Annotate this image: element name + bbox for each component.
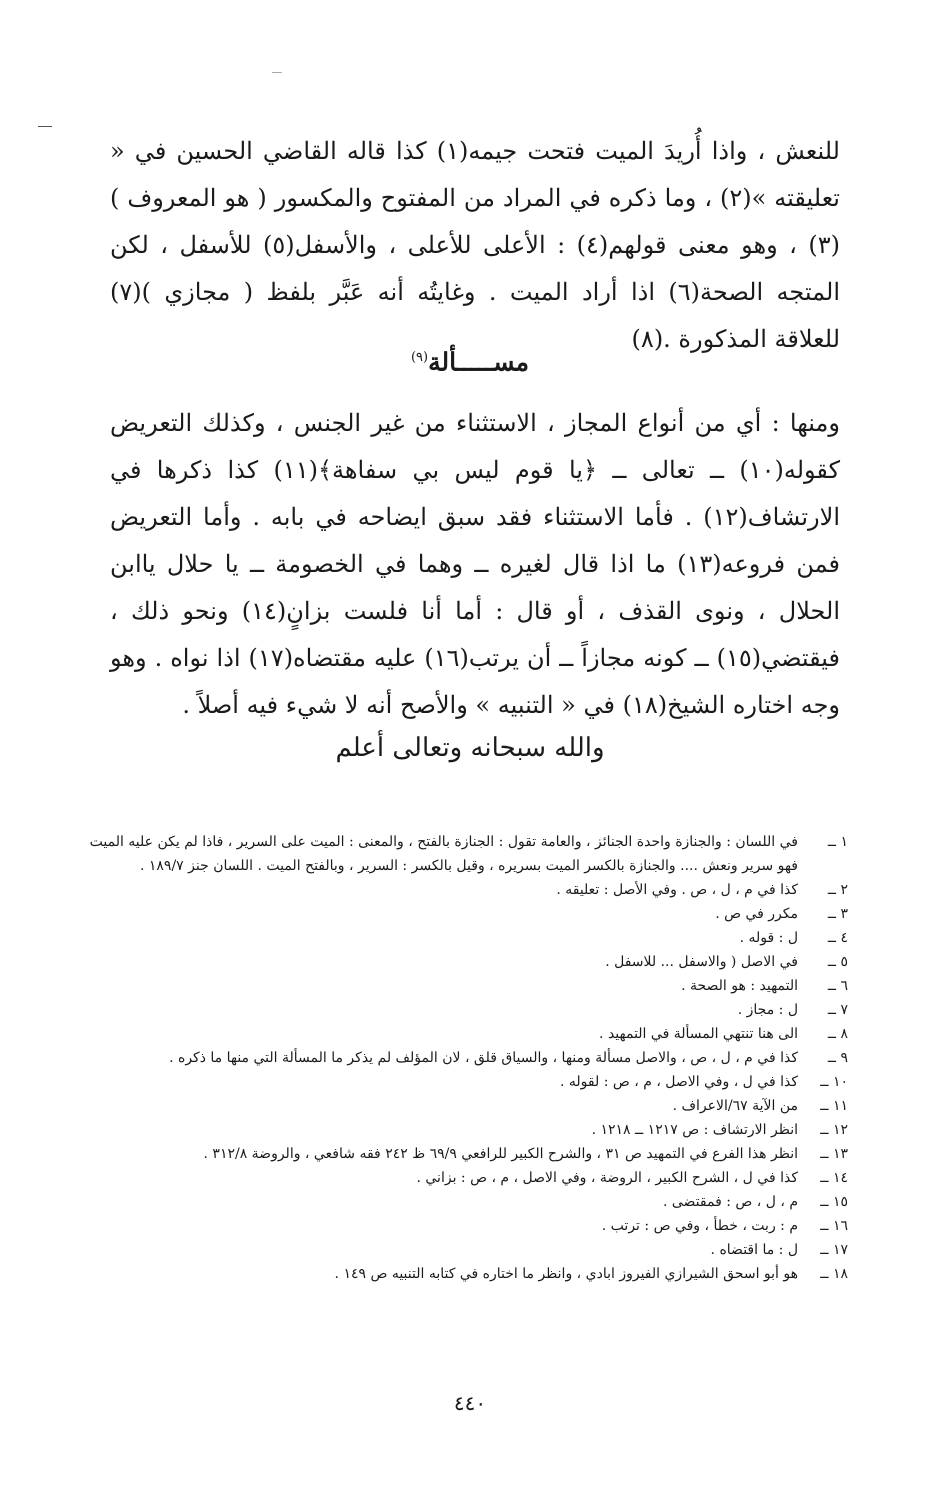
paragraph-1 (110, 128, 840, 363)
paragraph-2-text: ومنها : أي من أنواع المجاز ، الاستثناء من غير الجنس ، وكذلك التعريض كقوله(١٠) ــ تعالى ــ ﴿يا قوم ليس بي سفاهة﴾(١١) كذا ذكرها في الارتشاف(١٢) . فأما الاستثناء فقد سبق ايضاحه في بابه . وأما التعريض فمن فروعه(١٣) ما اذا قال لغيره ــ وهما في الخصومة ــ يا حلال ياابن الحلال ، ونوى القذف ، أو قال : أما أنا فلست بزانٍ(١٤) ونحو ذلك ، فيقتضي(١٥) ــ كونه مجازاً ــ أن يرتب(١٦) عليه مقتضاه(١٧) اذا نواه . وهو وجه اختاره الشيخ(١٨) في « التنبيه » والأصح أنه لا شيء فيه أصلاً . (110, 409, 841, 719)
paragraph-1-text: للنعش ، واذا أُريدَ الميت فتحت جيمه(١) كذا قاله القاضي الحسين في « تعليقته »(٢) ، وما ذكره في المراد من المفتوح والمكسور ( هو المعروف )(٣) ، وهو معنى قولهم(٤) : الأعلى للأعلى ، والأسفل(٥) للأسفل ، لكن المتجه الصحة(٦) اذا أراد الميت . وغايتُه أنه عَبَّر بلفظ ( مجازي )(٧) للعلاقة المذكورة .(٨) (110, 137, 841, 353)
footnote-number: ١٣ ــ (820, 1146, 848, 1162)
footnote-text: كذا في ل ، الشرح الكبير ، الروضة ، وفي الاصل ، م ، ص : بزاني . (416, 1170, 798, 1186)
footnote-number: ١٠ ــ (820, 1074, 848, 1090)
footnote (70, 926, 848, 950)
footnote-text: كذا في ل ، وفي الاصل ، م ، ص : لقوله . (560, 1074, 798, 1090)
footnote-number: ٧ ــ (827, 1002, 848, 1018)
footnote (70, 1070, 848, 1094)
footnote (70, 974, 848, 998)
footnote-number: ٥ ــ (827, 954, 848, 970)
footnote (70, 998, 848, 1022)
heading-title: مســـــألة (428, 347, 530, 377)
scan-mark (38, 126, 52, 127)
footnote-number: ١٨ ــ (820, 1266, 848, 1282)
footnote-text: انظر الارتشاف : ص ١٢١٧ ــ ١٢١٨ . (591, 1122, 798, 1138)
footnote (70, 1118, 848, 1142)
footnote-text: التمهيد : هو الصحة . (681, 978, 798, 994)
scan-mark (272, 72, 282, 73)
footnote (70, 1142, 848, 1166)
heading-note-ref: (٩) (410, 350, 429, 365)
footnote-number: ٢ ــ (827, 882, 848, 898)
footnote-number: ٣ ــ (827, 906, 848, 922)
footnotes-list (70, 830, 848, 1286)
footnote (70, 1238, 848, 1262)
paragraph-2 (110, 400, 840, 729)
footnote-text: كذا في م ، ل ، ص ، والاصل مسألة ومنها ، والسياق قلق ، لان المؤلف لم يذكر ما المسألة التي منها ما ذكره . (169, 1050, 798, 1066)
footnote-text: هو أبو اسحق الشيرازي الفيروز ابادي ، وانظر ما اختاره في كتابه التنبيه ص ١٤٩ . (334, 1266, 798, 1282)
footnote (70, 878, 848, 902)
footnote-text: م : ربت ، خطأ ، وفي ص : ترتب . (601, 1218, 798, 1234)
footnote-text: كذا في م ، ل ، ص . وفي الأصل : تعليقه . (556, 882, 798, 898)
footnote-number: ٦ ــ (827, 978, 848, 994)
footnote (70, 1046, 848, 1070)
footnote (70, 1166, 848, 1190)
footnote (70, 1022, 848, 1046)
footnote-text: ل : مجاز . (737, 1002, 798, 1018)
page-number: ٤٤٠ (453, 1391, 487, 1415)
footnote-number: ٨ ــ (827, 1026, 848, 1042)
footnote-text: مكرر في ص . (715, 906, 798, 922)
footnote-text: م ، ل ، ص : فمقتضى . (662, 1194, 798, 1210)
footnote (70, 1094, 848, 1118)
footnote-text: من الآية ٦٧/الاعراف . (672, 1098, 798, 1114)
footnote-number: ١١ ــ (820, 1098, 848, 1114)
footnote-number: ١٢ ــ (820, 1122, 848, 1138)
footnote-number: ١ ــ (827, 834, 848, 850)
footnote-number: ٤ ــ (827, 930, 848, 946)
closing-phrase: والله سبحانه وتعالى أعلم (335, 733, 605, 763)
section-heading (0, 338, 940, 382)
footnote-text: ل : ما اقتضاه . (710, 1242, 798, 1258)
footnote-number: ١٤ ــ (820, 1170, 848, 1186)
footnote-text: في اللسان : والجنازة واحدة الجنائز ، والعامة تقول : الجنازة بالفتح ، والمعنى : الميت على السرير ، فاذا لم يكن عليه الميت فهو سرير ونعش .... والجنازة بالكسر الميت بسريره ، وقيل بالكسر : السرير ، وبالفتح الميت . اللسان جنز ١٨٩/٧ . (89, 834, 798, 874)
footnote-number: ١٧ ــ (820, 1242, 848, 1258)
footnote-number: ٩ ــ (827, 1050, 848, 1066)
footnote-text: الى هنا تنتهي المسألة في التمهيد . (599, 1026, 798, 1042)
footnote (70, 1190, 848, 1214)
footnote-text: في الاصل ( والاسفل ... للاسفل . (605, 954, 798, 970)
footnote (70, 1214, 848, 1238)
footnote (70, 830, 848, 878)
footnote-text: انظر هذا الفرع في التمهيد ص ٣١ ، والشرح الكبير للرافعي ٦٩/٩ ظ ٢٤٢ فقه شافعي ، والروضة ٣١٢/٨ . (203, 1146, 798, 1162)
footnote-number: ١٦ ــ (820, 1218, 848, 1234)
footnote-text: ل : قوله . (739, 930, 798, 946)
footnote (70, 1262, 848, 1286)
footnote (70, 950, 848, 974)
footnote-number: ١٥ ــ (820, 1194, 848, 1210)
footnote (70, 902, 848, 926)
